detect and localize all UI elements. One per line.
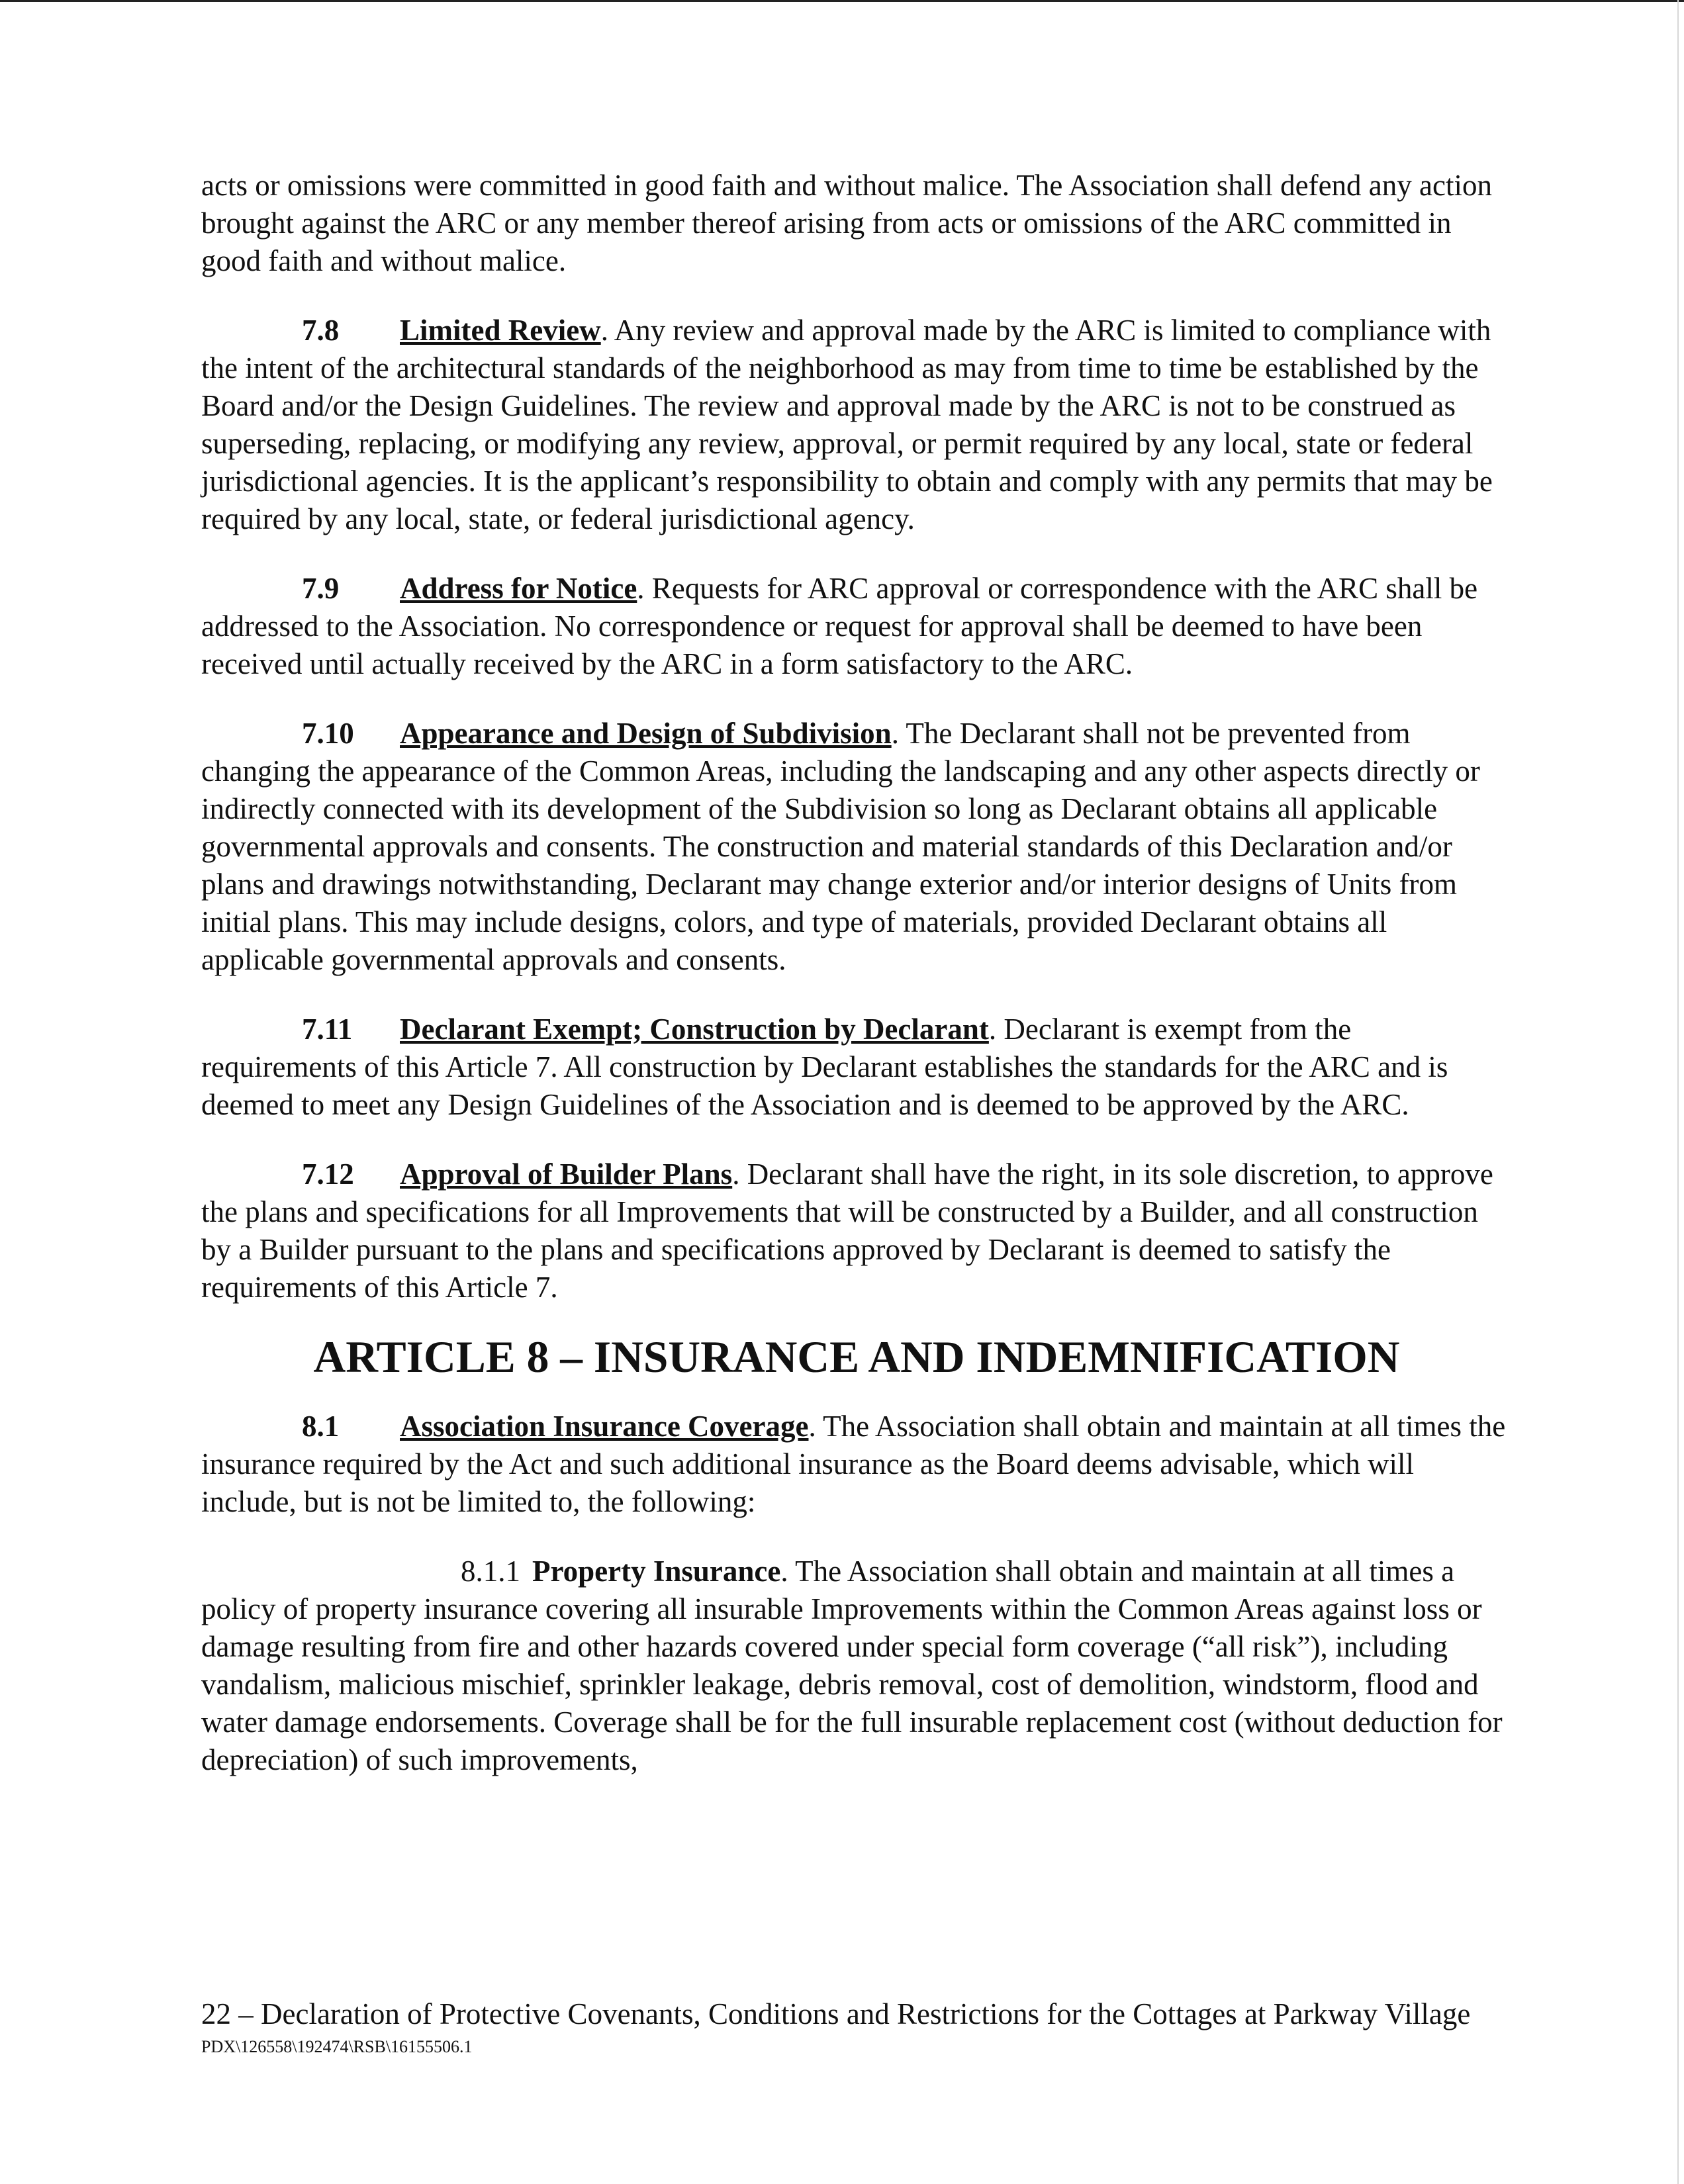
section-number: 7.8 <box>302 314 340 347</box>
section-7-11: 7.11 Declarant Exempt; Construction by Declarant. Declarant is exempt from the requirements of this Article 7. All construction by Declarant establishes the standards for the ARC and is deemed to meet any Design Guidelines of the Association and is deemed to be approved by the ARC. <box>201 1011 1512 1124</box>
subsection-text: The Association shall obtain and maintain at all times a policy of property insurance covering all insurable Improvements within the Common Areas against loss or damage resulting from fire and other hazards covered under special form coverage (“all risk”), including vandalism, malicious mischief, sprinkler leakage, debris removal, cost of demolition, windstorm, flood and water damage endorsements. Coverage shall be for the full insurable replacement cost (without deduction for depreciation) of such improvements, <box>201 1555 1503 1776</box>
page-footer <box>201 1996 1512 2058</box>
opening-paragraph: acts or omissions were committed in good faith and without malice. The Association shall defend any action brought against the ARC or any member thereof arising from acts or omissions of the ARC committed in good faith and without malice. <box>201 169 1492 277</box>
section-7-8: 7.8 Limited Review. Any review and approval made by the ARC is limited to compliance with the intent of the architectural standards of the neighborhood as may from time to time be established by the Board and/or the Design Guidelines. The review and approval made by the ARC is not to be construed as superseding, replacing, or modifying any review, approval, or permit required by any local, state or federal jurisdictional agencies. It is the applicant’s responsibility to obtain and comply with any permits that may be required by any local, state, or federal jurisdictional agency. <box>201 312 1512 538</box>
section-text: Requests for ARC approval or correspondence with the ARC shall be addressed to the Association. No correspondence or request for approval shall be deemed to have been received until actually received by the ARC in a form satisfactory to the ARC. <box>201 572 1478 680</box>
section-title: Declarant Exempt; Construction by Declarant <box>400 1013 989 1046</box>
subsection-number: 8.1.1 <box>461 1555 520 1588</box>
section-7-10: 7.10 Appearance and Design of Subdivision. The Declarant shall not be prevented from changing the appearance of the Common Areas, including the landscaping and any other aspects directly or indirectly connected with its development of the Subdivision so long as Declarant obtains all applicable governmental approvals and consents. The construction and material standards of this Declaration and/or plans and drawings notwithstanding, Declarant may change exterior and/or interior designs of Units from initial plans. This may include designs, colors, and type of materials, provided Declarant obtains all applicable governmental approvals and consents. <box>201 715 1512 979</box>
section-title: Approval of Builder Plans <box>400 1158 733 1191</box>
section-number: 7.11 <box>302 1013 353 1046</box>
section-7-12: 7.12 Approval of Builder Plans. Declarant shall have the right, in its sole discretion, to approve the plans and specifications for all Improvements that will be constructed by a Builder, and all construction by a Builder pursuant to the plans and specifications approved by Declarant is deemed to satisfy the requirements of this Article 7. <box>201 1156 1512 1306</box>
section-number: 7.12 <box>302 1158 354 1191</box>
section-8-1: 8.1 Association Insurance Coverage. The Association shall obtain and maintain at all times the insurance required by the Act and such additional insurance as the Board deems advisable, which will include, but is not be limited to, the following: <box>201 1408 1512 1521</box>
subsection-title: Property Insurance <box>532 1555 781 1588</box>
article-8-heading: ARTICLE 8 – INSURANCE AND INDEMNIFICATION <box>313 1332 1400 1382</box>
section-number: 7.9 <box>302 572 340 605</box>
section-title: Address for Notice <box>400 572 637 605</box>
scan-edge-line <box>1677 0 1679 2184</box>
section-text: Declarant is exempt from the requirements of this Article 7. All construction by Declarant establishes the standards for the ARC and is deemed to meet any Design Guidelines of the Association and is deemed to be approved by the ARC. <box>201 1013 1448 1121</box>
section-7-9: 7.9 Address for Notice. Requests for ARC approval or correspondence with the ARC shall be addressed to the Association. No correspondence or request for approval shall be deemed to have been received until actually received by the ARC in a form satisfactory to the ARC. <box>201 570 1512 683</box>
section-title: Appearance and Design of Subdivision <box>400 717 892 750</box>
section-text: Declarant shall have the right, in its sole discretion, to approve the plans and specifications for all Improvements that will be constructed by a Builder, and all construction by a Builder pursuant to the plans and specifications approved by Declarant is deemed to satisfy the requirements of this Article 7. <box>201 1158 1493 1304</box>
footer-doc-reference: PDX\126558\192474\RSB\16155506.1 <box>201 2037 473 2056</box>
page-top-border <box>0 0 1684 2</box>
section-title: Association Insurance Coverage <box>400 1410 809 1443</box>
footer-page-title: 22 – Declaration of Protective Covenants, Conditions and Restrictions for the Cottages at Parkway Village <box>201 1997 1471 2030</box>
section-8-1-1: 8.1.1 Property Insurance. The Association shall obtain and maintain at all times a policy of property insurance covering all insurable Improvements within the Common Areas against loss or damage resulting from fire and other hazards covered under special form coverage (“all risk”), including vandalism, malicious mischief, sprinkler leakage, debris removal, cost of demolition, windstorm, flood and water damage endorsements. Coverage shall be for the full insurable replacement cost (without deduction for depreciation) of such improvements, <box>201 1553 1512 1779</box>
section-text: The Declarant shall not be prevented from changing the appearance of the Common Areas, including the landscaping and any other aspects directly or indirectly connected with its development of the Subdivision so long as Declarant obtains all applicable governmental approvals and consents. The construction and material standards of this Declaration and/or plans and drawings notwithstanding, Declarant may change exterior and/or interior designs of Units from initial plans. This may include designs, colors, and type of materials, provided Declarant obtains all applicable governmental approvals and consents. <box>201 717 1480 976</box>
section-text: Any review and approval made by the ARC is limited to compliance with the intent of the architectural standards of the neighborhood as may from time to time be established by the Board and/or the Design Guidelines. The review and approval made by the ARC is not to be construed as superseding, replacing, or modifying any review, approval, or permit required by any local, state or federal jurisdictional agencies. It is the applicant’s responsibility to obtain and comply with any permits that may be required by any local, state, or federal jurisdictional agency. <box>201 314 1493 535</box>
section-title: Limited Review <box>400 314 601 347</box>
section-number: 7.10 <box>302 717 354 750</box>
section-text: The Association shall obtain and maintain at all times the insurance required by the Act and such additional insurance as the Board deems advisable, which will include, but is not be limited to, the following: <box>201 1410 1506 1518</box>
section-number: 8.1 <box>302 1410 340 1443</box>
document-body <box>201 167 1512 1811</box>
